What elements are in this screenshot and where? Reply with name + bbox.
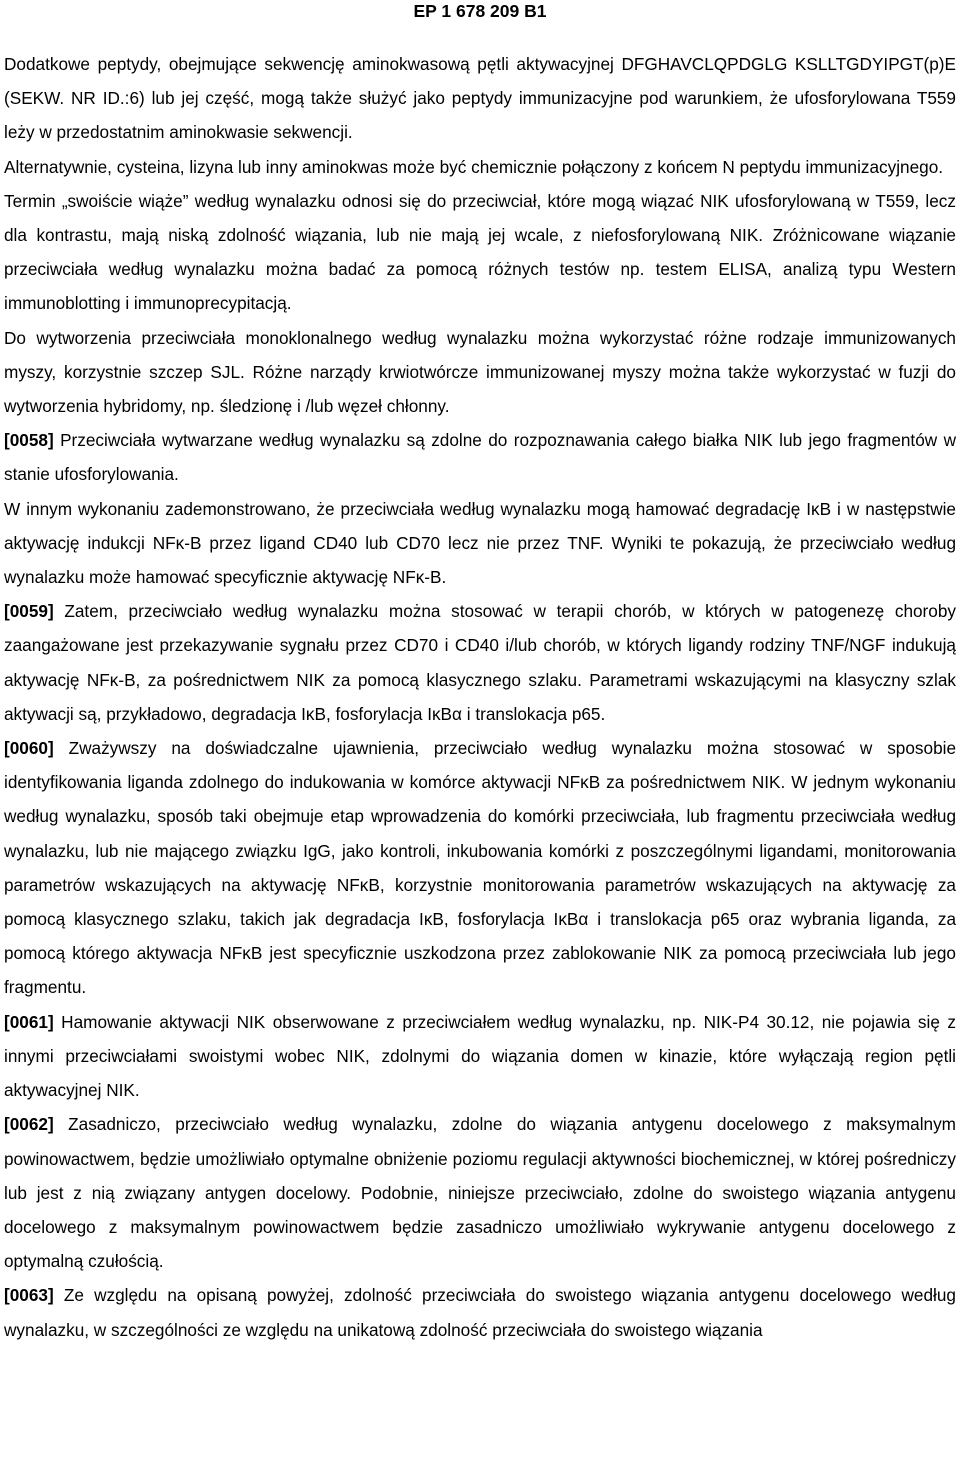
document-body <box>4 47 956 1347</box>
paragraph <box>4 1107 956 1278</box>
paragraph-text: Alternatywnie, cysteina, lizyna lub inny aminokwas może być chemicznie połączony z końcem N peptydu immunizacyjnego. <box>4 156 944 177</box>
paragraph-text: W innym wykonaniu zademonstrowano, że przeciwciała według wynalazku mogą hamować degradację IκB i w następstwie aktywację indukcji NFκ-B przez ligand CD40 lub CD70 lecz nie przez TNF. Wyniki te pokazują, że przeciwciało według wynalazku może hamować specyficznie aktywację NFκ-B. <box>4 498 956 588</box>
paragraph <box>4 321 956 424</box>
paragraph <box>4 47 956 150</box>
paragraph <box>4 150 956 184</box>
paragraph-text: Ze względu na opisaną powyżej, zdolność przeciwciała do swoistego wiązania antygenu docelowego według wynalazku, w szczególności ze względu na unikatową zdolność przeciwciała do swoistego wiązania <box>4 1285 956 1340</box>
paragraph <box>4 731 956 1005</box>
paragraph-text: Do wytworzenia przeciwciała monoklonalnego według wynalazku można wykorzystać różne rodzaje immunizowanych myszy, korzystnie szczep SJL. Różne narządy krwiotwórcze immunizowanej myszy można także wykorzystać w fuzji do wytworzenia hybridomy, np. śledzionę i /lub węzeł chłonny. <box>4 327 956 417</box>
paragraph-number: [0063] <box>4 1285 54 1306</box>
paragraph <box>4 492 956 595</box>
paragraph-number: [0059] <box>4 601 54 622</box>
paragraph-text: Zatem, przeciwciało według wynalazku można stosować w terapii chorób, w których w patogenezę choroby zaangażowane jest przekazywanie sygnału przez CD70 i CD40 i/lub chorób, w których ligandy rodziny TNF/NGF indukują aktywację NFκ-B, za pośrednictwem NIK za pomocą klasycznego szlaku. Parametrami wskazującymi na klasyczny szlak aktywacji są, przykładowo, degradacja IκB, fosforylacja IκBα i translokacja p65. <box>4 601 956 724</box>
paragraph <box>4 184 956 321</box>
paragraph-text: Zasadniczo, przeciwciało według wynalazku, zdolne do wiązania antygenu docelowego z maksymalnym powinowactwem, będzie umożliwiało optymalne obniżenie poziomu regulacji aktywności biochemicznej, w której pośredniczy lub jest z nią związany antygen docelowy. Podobnie, niniejsze przeciwciało, zdolne do swoistego wiązania antygenu docelowego z maksymalnym powinowactwem będzie zasadniczo umożliwiało wykrywanie antygenu docelowego z optymalną czułością. <box>4 1114 956 1272</box>
paragraph-number: [0062] <box>4 1114 54 1135</box>
paragraph <box>4 1005 956 1108</box>
paragraph <box>4 1278 956 1346</box>
paragraph-text: Przeciwciała wytwarzane według wynalazku są zdolne do rozpoznawania całego białka NIK lub jego fragmentów w stanie ufosforylowania. <box>4 430 956 485</box>
paragraph-text: Dodatkowe peptydy, obejmujące sekwencję aminokwasową pętli aktywacyjnej DFGHAVCLQPDGLG KSLLTGDYIPGT(p)E (SEKW. NR ID.:6) lub jej część, mogą także służyć jako peptydy immunizacyjne pod warunkiem, że ufosforylowana T559 leży w przedostatnim aminokwasie sekwencji. <box>4 54 956 143</box>
paragraph-text: Termin „swoiście wiąże” według wynalazku odnosi się do przeciwciał, które mogą wiązać NIK ufosforylowaną w T559, lecz dla kontrastu, mają niską zdolność wiązania, lub nie mają jej wcale, z niefosforylowaną NIK. Zróżnicowane wiązanie przeciwciała według wynalazku można badać za pomocą różnych testów np. testem ELISA, analizą typu Western immunoblotting i immunoprecypitacją. <box>4 190 956 314</box>
paragraph-number: [0058] <box>4 430 54 451</box>
paragraph-text: Zważywszy na doświadczalne ujawnienia, przeciwciało według wynalazku można stosować w sposobie identyfikowania liganda zdolnego do indukowania w komórce aktywacji NFκB za pośrednictwem NIK. W jednym wykonaniu według wynalazku, sposób taki obejmuje etap wprowadzenia do komórki przeciwciała, lub fragmentu przeciwciała według wynalazku, lub nie mającego związku IgG, jako kontroli, inkubowania komórki z poszczególnymi ligandami, monitorowania parametrów wskazujących na aktywację NFκB, korzystnie monitorowania parametrów wskazujących na aktywację za pomocą klasycznego szlaku, takich jak degradacja IκB, fosforylacja IκBα i translokacja p65 oraz wybrania liganda, za pomocą którego aktywacja NFκB jest specyficznie uszkodzona przez zablokowanie NIK za pomocą przeciwciała lub jego fragmentu. <box>4 738 957 998</box>
paragraph <box>4 594 956 731</box>
paragraph-text: Hamowanie aktywacji NIK obserwowane z przeciwciałem według wynalazku, np. NIK-P4 30.12, nie pojawia się z innymi przeciwciałami swoistymi wobec NIK, zdolnymi do wiązania domen w kinazie, które wyłączają region pętli aktywacyjnej NIK. <box>4 1011 956 1101</box>
paragraph-number: [0060] <box>4 738 54 759</box>
paragraph <box>4 423 956 491</box>
patent-number-header: EP 1 678 209 B1 <box>413 1 547 21</box>
paragraph-number: [0061] <box>4 1011 54 1032</box>
